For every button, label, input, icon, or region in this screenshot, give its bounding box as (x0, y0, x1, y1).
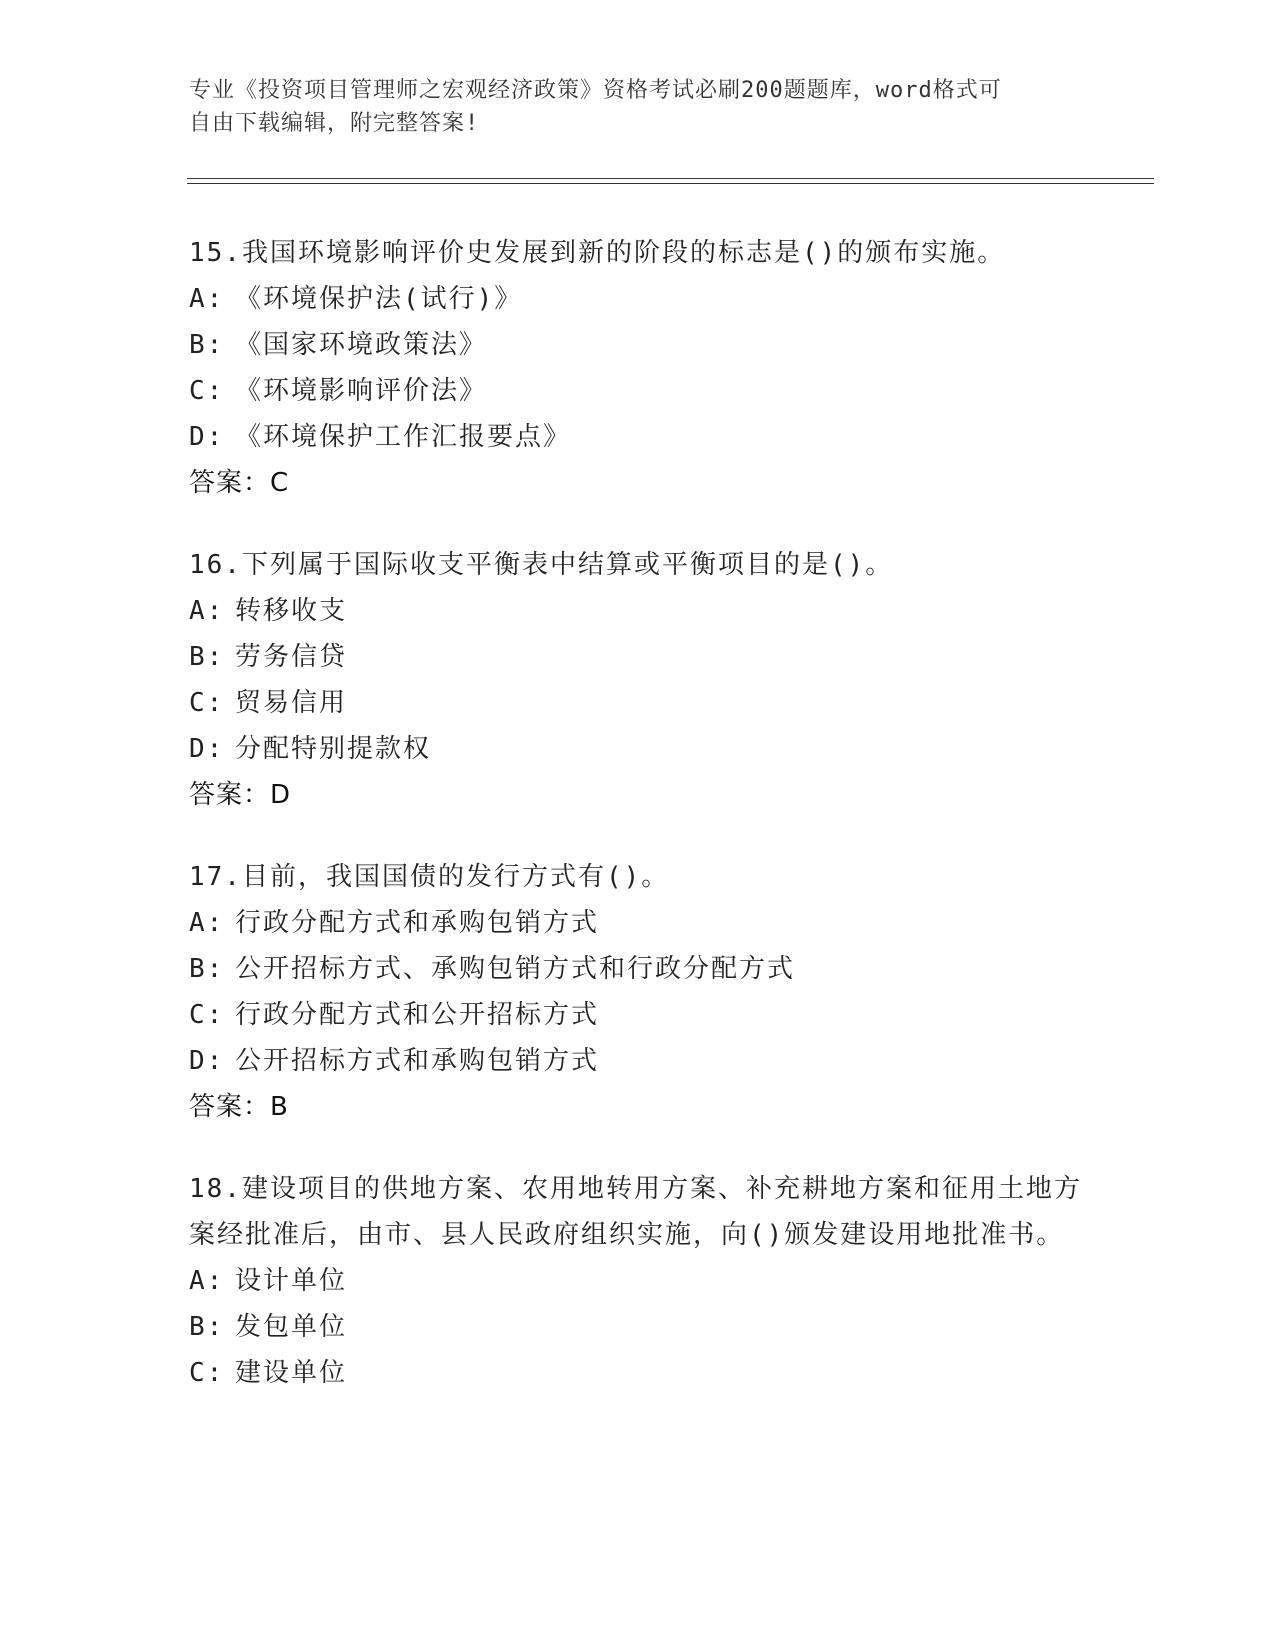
option-letter: C: (189, 376, 225, 406)
option-c (189, 992, 1089, 1038)
option-b (189, 946, 1089, 992)
option-text: 《环境保护法(试行)》 (235, 284, 523, 314)
question-text: 16.下列属于国际收支平衡表中结算或平衡项目的是()。 (189, 550, 894, 580)
option-letter: C: (189, 688, 225, 718)
option-text: 公开招标方式、承购包销方式和行政分配方式 (235, 954, 796, 984)
question-16 (189, 542, 1089, 818)
option-a (189, 1258, 1089, 1304)
option-text: 《国家环境政策法》 (235, 330, 488, 360)
option-d (189, 726, 1089, 772)
header-divider-top (187, 178, 1154, 179)
option-a (189, 900, 1089, 946)
header-line-2: 自由下载编辑，附完整答案! (189, 111, 480, 136)
question-17 (189, 854, 1089, 1130)
option-a (189, 276, 1089, 322)
header-divider-bottom (187, 183, 1154, 184)
answer-line: 答案：D (189, 780, 292, 810)
answer-line: 答案：C (189, 468, 290, 498)
option-text: 公开招标方式和承购包销方式 (235, 1046, 600, 1076)
option-b (189, 322, 1089, 368)
option-c (189, 368, 1089, 414)
option-text: 分配特别提款权 (235, 734, 432, 764)
option-d (189, 1038, 1089, 1084)
option-text: 行政分配方式和公开招标方式 (235, 1000, 600, 1030)
option-letter: B: (189, 330, 225, 360)
option-text: 劳务信贷 (235, 642, 348, 672)
question-18 (189, 1166, 1089, 1396)
option-letter: A: (189, 284, 225, 314)
option-c (189, 1350, 1089, 1396)
option-text: 发包单位 (235, 1312, 348, 1342)
option-letter: D: (189, 1046, 225, 1076)
option-d (189, 414, 1089, 460)
option-letter: A: (189, 596, 225, 626)
question-text: 18.建设项目的供地方案、农用地转用方案、补充耕地方案和征用土地方案经批准后，由市、县人民政府组织实施，向()颁发建设用地批准书。 (189, 1174, 1082, 1250)
option-text: 转移收支 (235, 596, 348, 626)
option-text: 建设单位 (235, 1358, 348, 1388)
option-letter: B: (189, 954, 225, 984)
option-a (189, 588, 1089, 634)
option-letter: C: (189, 1358, 225, 1388)
header-line-1: 专业《投资项目管理师之宏观经济政策》资格考试必刷200题题库，word格式可 (189, 78, 1002, 103)
option-letter: B: (189, 642, 225, 672)
option-letter: A: (189, 1266, 225, 1296)
document-header (189, 74, 1069, 140)
option-text: 《环境保护工作汇报要点》 (235, 422, 572, 452)
option-text: 《环境影响评价法》 (235, 376, 488, 406)
option-text: 贸易信用 (235, 688, 348, 718)
question-text: 17.目前，我国国债的发行方式有()。 (189, 862, 670, 892)
option-text: 行政分配方式和承购包销方式 (235, 908, 600, 938)
option-b (189, 1304, 1089, 1350)
option-b (189, 634, 1089, 680)
answer-line: 答案：B (189, 1092, 289, 1122)
question-list (189, 230, 1089, 1432)
option-letter: C: (189, 1000, 225, 1030)
option-text: 设计单位 (235, 1266, 348, 1296)
option-c (189, 680, 1089, 726)
option-letter: D: (189, 422, 225, 452)
question-text: 15.我国环境影响评价史发展到新的阶段的标志是()的颁布实施。 (189, 238, 1006, 268)
option-letter: B: (189, 1312, 225, 1342)
option-letter: D: (189, 734, 225, 764)
option-letter: A: (189, 908, 225, 938)
question-15 (189, 230, 1089, 506)
